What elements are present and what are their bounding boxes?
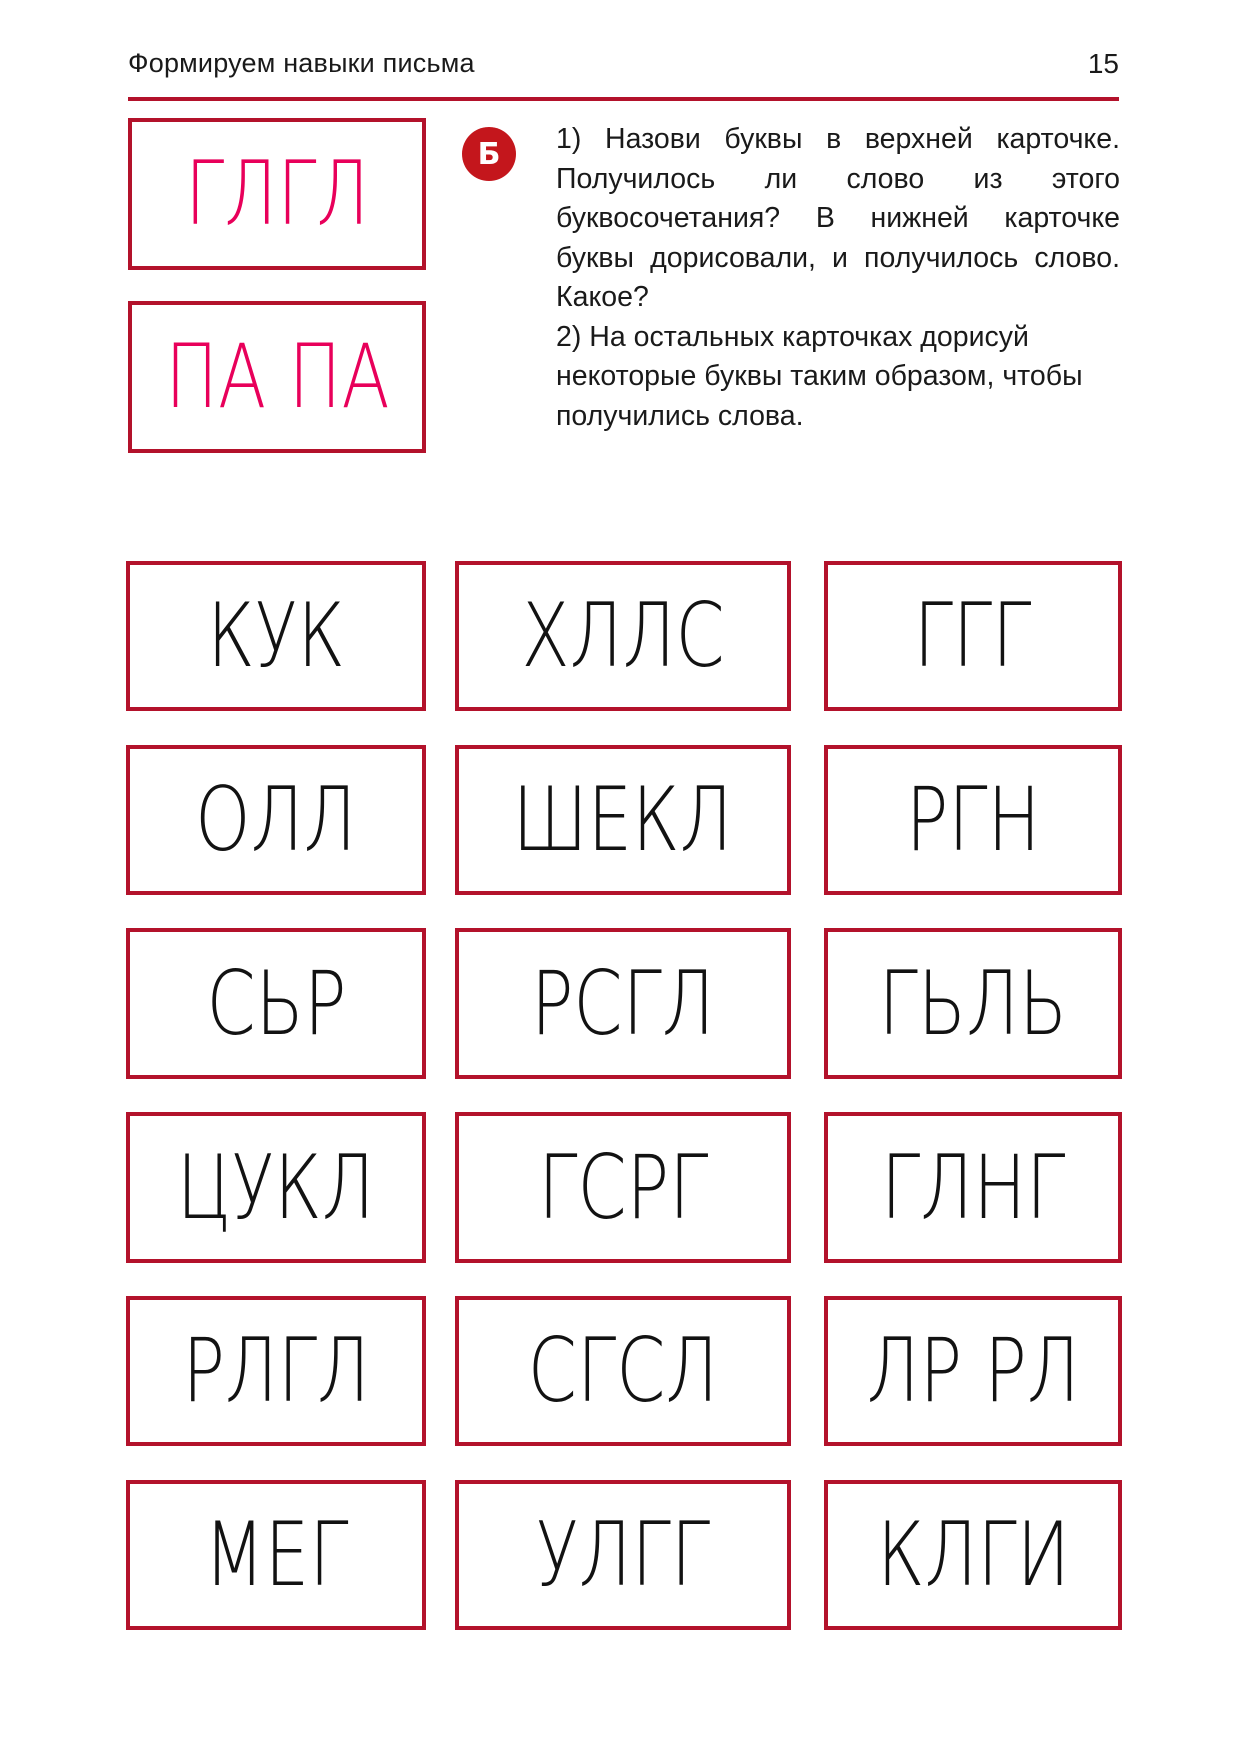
instruction-paragraph-2: 2) На остальных карточках дорисуй некоторые буквы таким образом, чтобы получились слова. bbox=[556, 320, 1083, 432]
word-card bbox=[126, 928, 426, 1079]
word-card-text: СГСЛ bbox=[527, 1319, 719, 1422]
example-card-text: ПА ПА bbox=[164, 325, 390, 428]
example-card-text: ГЛГЛ bbox=[184, 142, 370, 245]
header-rule bbox=[128, 97, 1119, 101]
word-card bbox=[126, 1296, 426, 1446]
word-card-text: РЛГЛ bbox=[182, 1319, 370, 1422]
word-card-text: РГН bbox=[905, 768, 1041, 871]
word-card-text: ЛР РЛ bbox=[866, 1319, 1080, 1422]
word-card bbox=[455, 561, 791, 711]
instruction-paragraph-1: 1) Назови буквы в верхней карточке. Получилось ли слово из этого буквосочетания? В нижней карточке буквы дорисовали, и получилось слово. Какое? bbox=[556, 123, 1120, 313]
word-card bbox=[126, 1112, 426, 1263]
word-card-text: ХЛЛС bbox=[521, 584, 725, 687]
word-card bbox=[455, 928, 791, 1079]
word-card-text: КУК bbox=[207, 584, 345, 687]
word-card bbox=[455, 745, 791, 895]
example-card-bottom bbox=[128, 301, 426, 453]
word-card-text: ГГГ bbox=[914, 584, 1032, 687]
word-card bbox=[824, 928, 1122, 1079]
word-card-text: ОЛЛ bbox=[195, 768, 357, 871]
word-card bbox=[824, 1480, 1122, 1630]
word-card bbox=[455, 1296, 791, 1446]
task-instructions bbox=[556, 120, 1120, 436]
word-card-text: УЛГГ bbox=[535, 1503, 711, 1606]
word-card bbox=[824, 1112, 1122, 1263]
word-card bbox=[824, 1296, 1122, 1446]
word-card bbox=[126, 561, 426, 711]
word-card-text: ЦУКЛ bbox=[177, 1135, 375, 1239]
word-card-text: КЛГИ bbox=[876, 1503, 1070, 1606]
header-title: Формируем навыки письма bbox=[128, 48, 475, 78]
word-card-text: РСГЛ bbox=[531, 951, 715, 1055]
word-card bbox=[126, 1480, 426, 1630]
page-number: 15 bbox=[1087, 48, 1119, 79]
word-card-text: ГЬЛЬ bbox=[878, 951, 1068, 1055]
word-card-text: МЕГ bbox=[203, 1503, 349, 1606]
word-card-text: ШЕКЛ bbox=[512, 768, 734, 871]
example-card-top bbox=[128, 118, 426, 270]
word-card-text: ГЛНГ bbox=[880, 1135, 1066, 1239]
task-badge: Б bbox=[462, 127, 516, 181]
word-card bbox=[824, 745, 1122, 895]
word-card-text: ГСРГ bbox=[537, 1135, 709, 1239]
word-card bbox=[824, 561, 1122, 711]
word-card bbox=[126, 745, 426, 895]
word-card bbox=[455, 1112, 791, 1263]
word-card bbox=[455, 1480, 791, 1630]
word-card-text: СЬР bbox=[206, 951, 346, 1055]
